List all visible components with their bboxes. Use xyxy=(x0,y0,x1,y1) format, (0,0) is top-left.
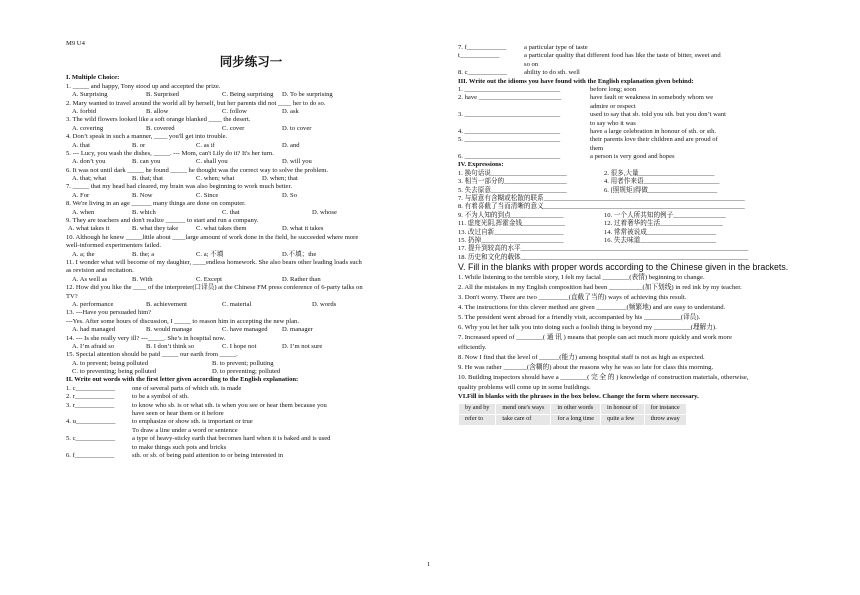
options-row xyxy=(66,251,436,259)
fill-blank-item: 8. Now I find that the level of ______(能力) among hospital staff is not as high as expected. xyxy=(458,354,705,362)
phrase-cell: quite a few xyxy=(601,414,645,425)
option-c: C. Except xyxy=(196,275,223,283)
item-blank: 3. _____________________________ xyxy=(458,111,561,119)
option-a: A. that xyxy=(72,141,90,149)
section-2-header: II. Write out words with the first letter given according to the English explanation: xyxy=(66,376,299,384)
option-a: A. what takes it xyxy=(68,225,110,233)
item-blank: 8. c____________ xyxy=(458,69,508,77)
doc-code: M9 U4 xyxy=(66,40,85,47)
option-c: C. when; what xyxy=(196,175,235,183)
idiom-item xyxy=(458,86,828,94)
fill-blank-item: 1. While listening to the terrible story, I felt my facial ________(表情) beginning to change. xyxy=(458,274,705,282)
section-6-header: VI.Fill in blanks with the phrases in the box below. Change the form where necessary. xyxy=(458,393,699,401)
fill-blank-item: 7. Increased speed of ________( 通 讯 ) means that people can act much more quickly and work more xyxy=(458,334,732,342)
question-text: 4. Don’t speak in such a manner, ____ you'll get into trouble. xyxy=(66,133,228,141)
word-item xyxy=(66,385,436,393)
word-item xyxy=(66,410,436,418)
idiom-item xyxy=(458,145,828,153)
item-explanation: them xyxy=(590,144,604,152)
option-a: A. to prevent; being polluted xyxy=(72,359,148,367)
question-text: 10. Although he knew _____little about ____large amount of work done in the field, he succeeded where more xyxy=(66,233,359,241)
question-text: 3. The wild flowers looked like a soft orange blanked ____ the desert. xyxy=(66,116,251,124)
phrase-cell: take care of xyxy=(496,414,551,425)
item-blank: t____________ xyxy=(458,52,500,60)
option-d: D. ask xyxy=(282,107,299,115)
option-c: C. Since xyxy=(196,191,219,199)
question-text: well-informed experimenters failed. xyxy=(66,242,162,250)
phrase-box xyxy=(458,403,687,426)
option-c: C. to preventing; being polluted xyxy=(72,368,157,376)
option-c: C. cover xyxy=(222,124,245,132)
option-a: A. For xyxy=(72,191,90,199)
options-row xyxy=(66,125,436,133)
phrase-cell: refer to xyxy=(459,414,496,425)
item-explanation: 10. 一个人所共知的例子________________ xyxy=(604,211,726,219)
item-blank: 9. 不为人知的到点________________ xyxy=(458,211,564,219)
question-text: 14. --- Is she really very ill? ---_____. She’s in hospital now. xyxy=(66,334,226,342)
fill-blank-item: 2. All the mistakes in my English composition had been __________(加下划线) in red ink by my teacher. xyxy=(458,284,742,292)
item-explanation: to say who it was xyxy=(590,119,636,127)
item-explanation: one of several parts of which sth. is made xyxy=(132,384,242,392)
item-explanation: a person is very good and hopes xyxy=(590,153,675,161)
option-a: A. performance xyxy=(72,300,114,308)
options-row xyxy=(66,142,436,150)
expression-row: 17. 提升到较高的水平_____________________________________________________________________ xyxy=(458,245,749,253)
option-b: B. Surprised xyxy=(146,91,179,99)
phrase-cell: in other words xyxy=(551,403,601,414)
word-item xyxy=(66,402,436,410)
options-row xyxy=(66,158,436,166)
question-text: 5. --- Lucy, you wash the dishes, _____. --- Mom, can't Lily do it? It's her turn. xyxy=(66,149,274,157)
question-text: 1. _____ and happy, Tony stood up and accepted the prize. xyxy=(66,82,221,90)
question-text: 11. I wonder what will become of my daughter, ____endless homework. She also bears other leading loads such xyxy=(66,258,362,266)
option-c: C. as if xyxy=(196,141,215,149)
item-explanation: To draw a line under a word or sentence xyxy=(132,426,238,434)
options-row xyxy=(66,326,436,334)
item-blank: 1. c____________ xyxy=(66,384,116,392)
question-text: 13. ---Have you persuaded him? xyxy=(66,309,152,317)
option-d: D. what it takes xyxy=(282,225,324,233)
option-d: D. will you xyxy=(282,158,312,166)
expression-row: 7. 与原意有含糊或松散的联系_____________________________________________________________ xyxy=(458,195,745,203)
item-blank: 7. f____________ xyxy=(458,44,507,51)
question-text: 12. How did you like the ____ of the interpreter(口译员) at the Chinese FM press conference of 6-party talks on xyxy=(66,284,363,292)
expression-row xyxy=(458,187,828,195)
item-blank: 6. _____________________________ xyxy=(458,153,561,161)
idiom-item xyxy=(458,103,828,111)
item-blank: 3. 相当一部分的___________________ xyxy=(458,178,567,186)
item-explanation: ability to do sth. well xyxy=(524,69,580,77)
option-a: A. I’m afraid so xyxy=(72,342,115,350)
fill-blank-item: efficiently. xyxy=(458,344,487,352)
question-text: 2. Mary wanted to travel around the world all by herself, but her parents did not ____ her to do so. xyxy=(66,99,326,107)
fill-blank-item: 5. The president went abroad for a friendly visit, accompanied by his ___________(译员). xyxy=(458,314,701,322)
item-explanation: have a large celebration in honour of sth. or sth. xyxy=(590,127,717,135)
option-c: C. shall you xyxy=(196,158,228,166)
item-blank: 6. f____________ xyxy=(66,451,115,459)
item-explanation: to emphasize or show sth. is important or true xyxy=(132,418,253,426)
fill-blank-item: 10. Building inspectors should have a ________( 完 全 的 ) knowledge of construction materials, otherwise, xyxy=(458,374,749,382)
options-row xyxy=(66,209,436,217)
page-title: 同步练习一 xyxy=(219,54,283,70)
option-c: C. have managed xyxy=(222,326,268,334)
page-number: 1 xyxy=(427,561,431,568)
option-d: D. To be surprising xyxy=(282,91,333,99)
phrase-row xyxy=(459,403,687,414)
question-text: 7. _____ that my head had cleared, my brain was also beginning to work much better. xyxy=(66,183,292,191)
fill-blank-list xyxy=(458,273,828,393)
option-d: D. and xyxy=(282,141,300,149)
fill-blank-item: 4. The instructions for this clever method are given _________(频繁地) and are easy to understand. xyxy=(458,304,726,312)
word-item xyxy=(66,435,436,443)
item-explanation: 12. 过着奢华的生活___________________ xyxy=(604,220,723,228)
word-item xyxy=(66,452,436,460)
option-c: C. that xyxy=(222,208,240,216)
option-d: D. I’m not sure xyxy=(282,342,323,350)
item-blank: 3. r____________ xyxy=(66,401,115,409)
option-b: B. covered xyxy=(146,124,175,132)
fill-blank-item: 9. He was rather _______(含糊的) about the reasons why he was so late for class this morning. xyxy=(458,364,714,372)
expression-row xyxy=(458,220,828,228)
question-text: ---Yes. After some hours of discussion, I _____ to reason him in accepting the new plan. xyxy=(66,317,299,325)
option-c: C. a; 不填 xyxy=(196,250,224,258)
option-b: B. to prevent; polluting xyxy=(212,359,274,367)
item-explanation: 2. 很多,大量_______________________ xyxy=(604,169,715,177)
item-blank: 5. 失去原意_______________________ xyxy=(458,186,567,194)
option-d: D. when; that xyxy=(262,175,298,183)
item-blank: 2. have _________________________ xyxy=(458,94,562,102)
item-blank: 13. 改过自新_____________________ xyxy=(458,228,564,236)
option-b: B. I don’t think so xyxy=(146,342,195,350)
option-a: A. a; the xyxy=(72,250,95,258)
word-item xyxy=(458,69,828,77)
item-blank: 5. c____________ xyxy=(66,435,116,443)
option-b: B. the; a xyxy=(132,250,155,258)
option-b: B. which xyxy=(132,208,156,216)
item-explanation: to know who sb. is or what sth. is when you see or hear them because you xyxy=(132,401,327,409)
item-explanation: have fault or weakness in somebody whom we xyxy=(590,94,714,102)
option-d: D. to preventing; polluted xyxy=(212,368,281,376)
word-item xyxy=(66,418,436,426)
expression-list xyxy=(458,170,828,262)
item-blank: 4. _____________________________ xyxy=(458,127,561,135)
question-text: 15. Special attention should be paid _____ our earth from _____. xyxy=(66,351,238,359)
option-a: A. Surprising xyxy=(72,91,108,99)
word-item xyxy=(458,52,828,60)
item-explanation: to make things such pots and bricks xyxy=(132,443,227,451)
word-item xyxy=(66,444,436,452)
item-explanation: a type of heavy-sticky earth that becomes hard when it is baked and is used xyxy=(132,435,331,443)
options-row xyxy=(66,192,436,200)
item-explanation: 14. 常常被说成_____________________ xyxy=(604,228,717,236)
options-row xyxy=(66,301,436,309)
question-text: TV? xyxy=(66,292,78,300)
option-b: B. allow xyxy=(146,107,169,115)
option-c: C. I hope not xyxy=(222,342,257,350)
idiom-list xyxy=(458,86,828,162)
item-explanation: a particular quality that different food has like the taste of bitter, sweet and xyxy=(524,52,721,60)
option-b: B. Now xyxy=(132,191,153,199)
word-item xyxy=(458,44,828,52)
expression-row: 18. 历史和文化的载体_____________________________________________________________________ xyxy=(458,253,749,261)
expression-row xyxy=(458,170,828,178)
option-d: D. words xyxy=(312,300,337,308)
options-row xyxy=(66,175,436,183)
option-b: B. that; that xyxy=(132,175,163,183)
question-text: 6. It was not until dark _____ he found _____ he thought was the correct way to solve the problem. xyxy=(66,166,329,174)
word-list-continued xyxy=(458,44,828,78)
question-text: 8. We're living in an age ______ many things are done on computer. xyxy=(66,200,246,208)
item-explanation: have seen or hear them or it before xyxy=(132,410,224,418)
fill-blank-item: 6. Why you let her talk you into doing such a foolish thing is beyond my ___________(理解力). xyxy=(458,324,717,332)
idiom-item xyxy=(458,136,828,144)
idiom-item xyxy=(458,120,828,128)
item-blank: 11. 虚度光阴,挥霍金钱_____________ xyxy=(458,220,565,228)
option-a: A. that; what xyxy=(72,175,107,183)
multiple-choice-list xyxy=(66,83,436,377)
expression-row xyxy=(458,212,828,220)
fill-blank-item: 3. Don't worry. There are two _________(直截了当的) ways of achieving this result. xyxy=(458,294,687,302)
expression-row xyxy=(458,229,828,237)
option-d: D. So xyxy=(282,191,298,199)
options-row xyxy=(66,343,436,351)
option-a: A. As well as xyxy=(72,275,108,283)
expression-row xyxy=(458,178,828,186)
options-row xyxy=(66,368,436,376)
phrase-row xyxy=(459,414,687,425)
section-4-header: IV. Expressions: xyxy=(458,161,504,169)
option-a: A. when xyxy=(72,208,95,216)
section-1-header: I. Multiple Choice: xyxy=(66,74,120,82)
option-a: A. covering xyxy=(72,124,104,132)
idiom-item xyxy=(458,128,828,136)
options-row xyxy=(66,91,436,99)
idiom-item xyxy=(458,111,828,119)
option-c: C. material xyxy=(222,300,252,308)
word-item xyxy=(458,61,828,69)
item-explanation: 4. 用者作来语_______________________ xyxy=(604,178,720,186)
idiom-item xyxy=(458,153,828,161)
phrase-cell: for instance xyxy=(644,403,686,414)
options-row xyxy=(66,360,436,368)
fill-blank-item: quality problems will come up in some buildings. xyxy=(458,384,591,392)
item-blank: 1. 换句话说_______________________ xyxy=(458,169,567,177)
item-explanation: 6. [照规矩]得做_____________________ xyxy=(604,186,718,194)
option-d: D. to cover xyxy=(282,124,312,132)
option-d: D. manager xyxy=(282,326,313,334)
item-blank: 15. 扔掉_________________________ xyxy=(458,236,564,244)
item-explanation: 16. 失去味道_______________________ xyxy=(604,236,717,244)
option-a: A. don’t you xyxy=(72,158,106,166)
option-d: D. Rather than xyxy=(282,275,321,283)
option-b: B. can you xyxy=(132,158,161,166)
options-row xyxy=(66,225,436,233)
option-c: C. what takes them xyxy=(196,225,247,233)
item-explanation: to be a symbol of sth. xyxy=(132,393,189,401)
phrase-cell: for a long time xyxy=(551,414,601,425)
option-b: B. what they take xyxy=(132,225,179,233)
item-explanation: their parents love their children and are proud of xyxy=(590,136,718,144)
item-blank: 4. u____________ xyxy=(66,418,116,426)
item-blank: 5. _____________________________ xyxy=(458,136,561,144)
option-a: A. forbid xyxy=(72,107,97,115)
option-b: B. achievement xyxy=(146,300,188,308)
item-explanation: before long; soon xyxy=(590,85,637,93)
item-explanation: so on xyxy=(524,60,539,68)
phrase-cell: in honour of xyxy=(601,403,645,414)
word-item xyxy=(66,393,436,401)
option-c: C. Being surprising xyxy=(222,91,274,99)
option-d: D.不填；the xyxy=(282,250,317,258)
idiom-item xyxy=(458,94,828,102)
option-a: A. had managed xyxy=(72,326,116,334)
option-c: C. follow xyxy=(222,107,247,115)
item-explanation: sth. or sb. of being paid attention to or being interested in xyxy=(132,451,284,459)
word-item xyxy=(66,427,436,435)
phrase-cell: mend one's ways xyxy=(496,403,551,414)
question-text: 9. They are teachers and don't realize ______ to start and run a company. xyxy=(66,217,259,225)
option-d: D. whose xyxy=(312,208,337,216)
option-b: B. With xyxy=(132,275,153,283)
item-explanation: used to say that sb. told you sth. but you don’t want xyxy=(590,111,726,119)
left-column xyxy=(66,40,436,460)
word-list xyxy=(66,385,436,461)
phrase-cell: by and by xyxy=(459,403,496,414)
item-blank: 2. r____________ xyxy=(66,393,115,401)
option-b: B. or xyxy=(132,141,146,149)
item-blank: 1. _____________________________ xyxy=(458,85,561,93)
item-explanation: a particular type of taste xyxy=(524,44,588,51)
expression-row: 8. 有着喜截了当而清晰的意义_____________________________________________________________ xyxy=(458,203,745,211)
section-5-header: V. Fill in the blanks with proper words according to the Chinese given in the brackets. xyxy=(458,262,789,273)
section-3-header: III. Write out the idioms you have found with the English explanation given behind: xyxy=(458,77,694,85)
item-explanation: admire or respect xyxy=(590,102,636,110)
right-column xyxy=(458,44,828,426)
option-b: B. would manage xyxy=(146,326,193,334)
phrase-cell: throw away xyxy=(644,414,686,425)
options-row xyxy=(66,108,436,116)
question-text: as revision and recitation. xyxy=(66,267,134,275)
options-row xyxy=(66,276,436,284)
